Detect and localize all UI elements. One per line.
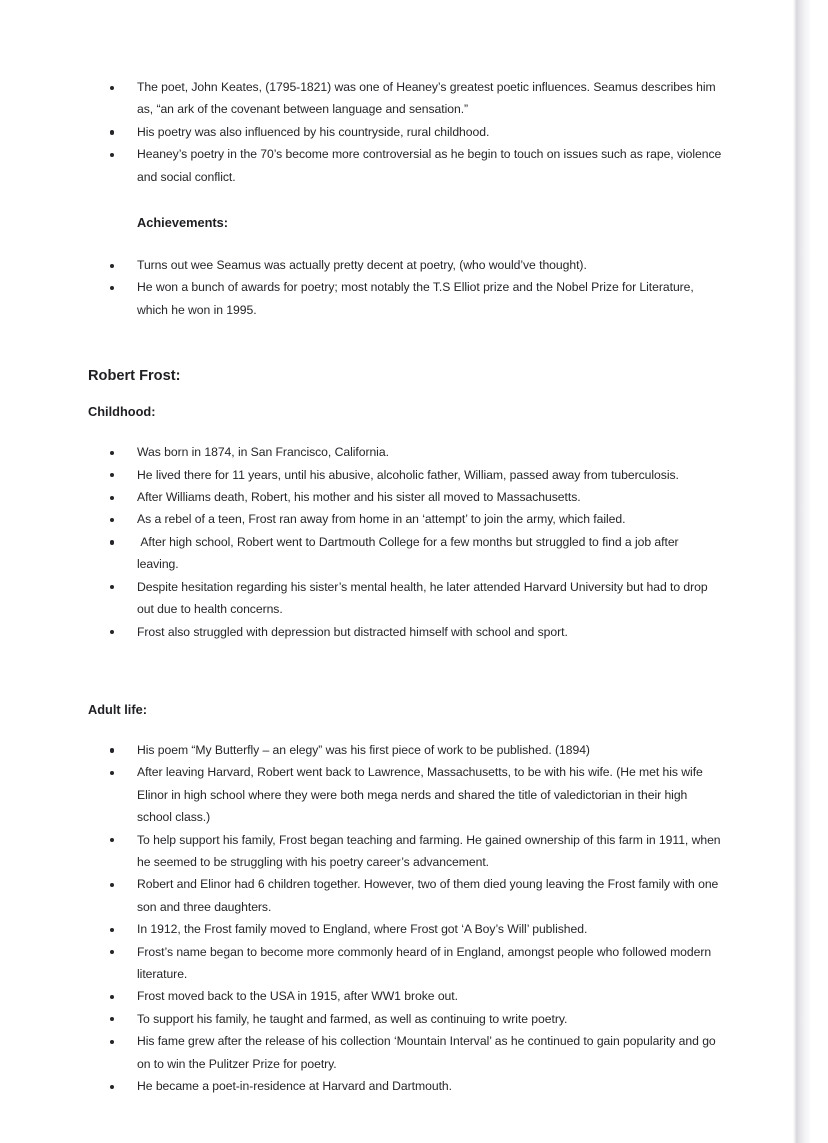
list-item: In 1912, the Frost family moved to England, where Frost got ‘A Boy’s Will’ published.	[0, 918, 810, 940]
heading-achievements: Achievements:	[137, 215, 229, 231]
list-item: To support his family, he taught and farmed, as well as continuing to write poetry.	[0, 1008, 810, 1030]
list-item: His fame grew after the release of his collection ‘Mountain Interval’ as he continued to gain popularity and go on to win the Pulitzer Prize for poetry.	[0, 1030, 810, 1075]
bullet-list-heaney-influences	[0, 76, 810, 188]
list-item: Frost moved back to the USA in 1915, after WW1 broke out.	[0, 985, 810, 1007]
list-item: His poem “My Butterfly – an elegy” was his first piece of work to be published. (1894)	[0, 739, 810, 761]
list-item: Despite hesitation regarding his sister’s mental health, he later attended Harvard University but had to drop out due to health concerns.	[0, 576, 810, 621]
list-item: Heaney’s poetry in the 70’s become more controversial as he begin to touch on issues such as rape, violence and social conflict.	[0, 143, 810, 188]
bullet-list-frost-childhood	[0, 441, 810, 643]
section-spacer	[0, 643, 810, 699]
bullet-list-heaney-achievements	[0, 254, 810, 321]
list-item: He lived there for 11 years, until his abusive, alcoholic father, William, passed away from tuberculosis.	[0, 464, 810, 486]
list-item: Was born in 1874, in San Francisco, California.	[0, 441, 810, 463]
section-heaney-achievements	[0, 212, 810, 321]
page-edge-shadow	[792, 0, 810, 1143]
list-item: The poet, John Keates, (1795-1821) was one of Heaney’s greatest poetic influences. Seamus describes him as, “an ark of the covenant between language and sensation.”	[0, 76, 810, 121]
list-item: Frost also struggled with depression but distracted himself with school and sport.	[0, 621, 810, 643]
list-item: After leaving Harvard, Robert went back to Lawrence, Massachusetts, to be with his wife. (He met his wife Elinor in high school where they were both mega nerds and shared the title of valedictorian in their high school class.)	[0, 761, 810, 828]
bullet-list-frost-adult-life	[0, 739, 810, 1098]
heading-adult-life: Adult life:	[88, 701, 147, 717]
section-spacer	[0, 321, 810, 365]
list-item: As a rebel of a teen, Frost ran away from home in an ‘attempt’ to join the army, which failed.	[0, 508, 810, 530]
list-item: Robert and Elinor had 6 children together. However, two of them died young leaving the Frost family with one son and three daughters.	[0, 873, 810, 918]
section-spacer	[0, 188, 810, 212]
heading-childhood: Childhood:	[88, 404, 156, 420]
list-item: His poetry was also influenced by his countryside, rural childhood.	[0, 121, 810, 143]
section-frost-adult-life	[0, 699, 810, 1098]
list-item: To help support his family, Frost began teaching and farming. He gained ownership of this farm in 1911, when he seemed to be struggling with his poetry career’s advancement.	[0, 829, 810, 874]
list-item: After high school, Robert went to Dartmouth College for a few months but struggled to find a job after leaving.	[0, 531, 810, 576]
top-margin-spacer	[0, 0, 810, 76]
title-spacer	[0, 387, 810, 401]
list-item: He won a bunch of awards for poetry; most notably the T.S Elliot prize and the Nobel Prize for Literature, which he won in 1995.	[0, 276, 810, 321]
list-item: Frost’s name began to become more commonly heard of in England, amongst people who followed modern literature.	[0, 941, 810, 986]
heading-spacer	[0, 423, 810, 441]
heading-spacer	[0, 721, 810, 739]
list-item: After Williams death, Robert, his mother and his sister all moved to Massachusetts.	[0, 486, 810, 508]
heading-spacer	[0, 234, 810, 254]
section-heaney-influences	[0, 76, 810, 188]
list-item: Turns out wee Seamus was actually pretty decent at poetry, (who would’ve thought).	[0, 254, 810, 276]
section-frost-childhood	[0, 365, 810, 643]
page-title-robert-frost: Robert Frost:	[88, 368, 181, 385]
list-item: He became a poet-in-residence at Harvard and Dartmouth.	[0, 1075, 810, 1097]
